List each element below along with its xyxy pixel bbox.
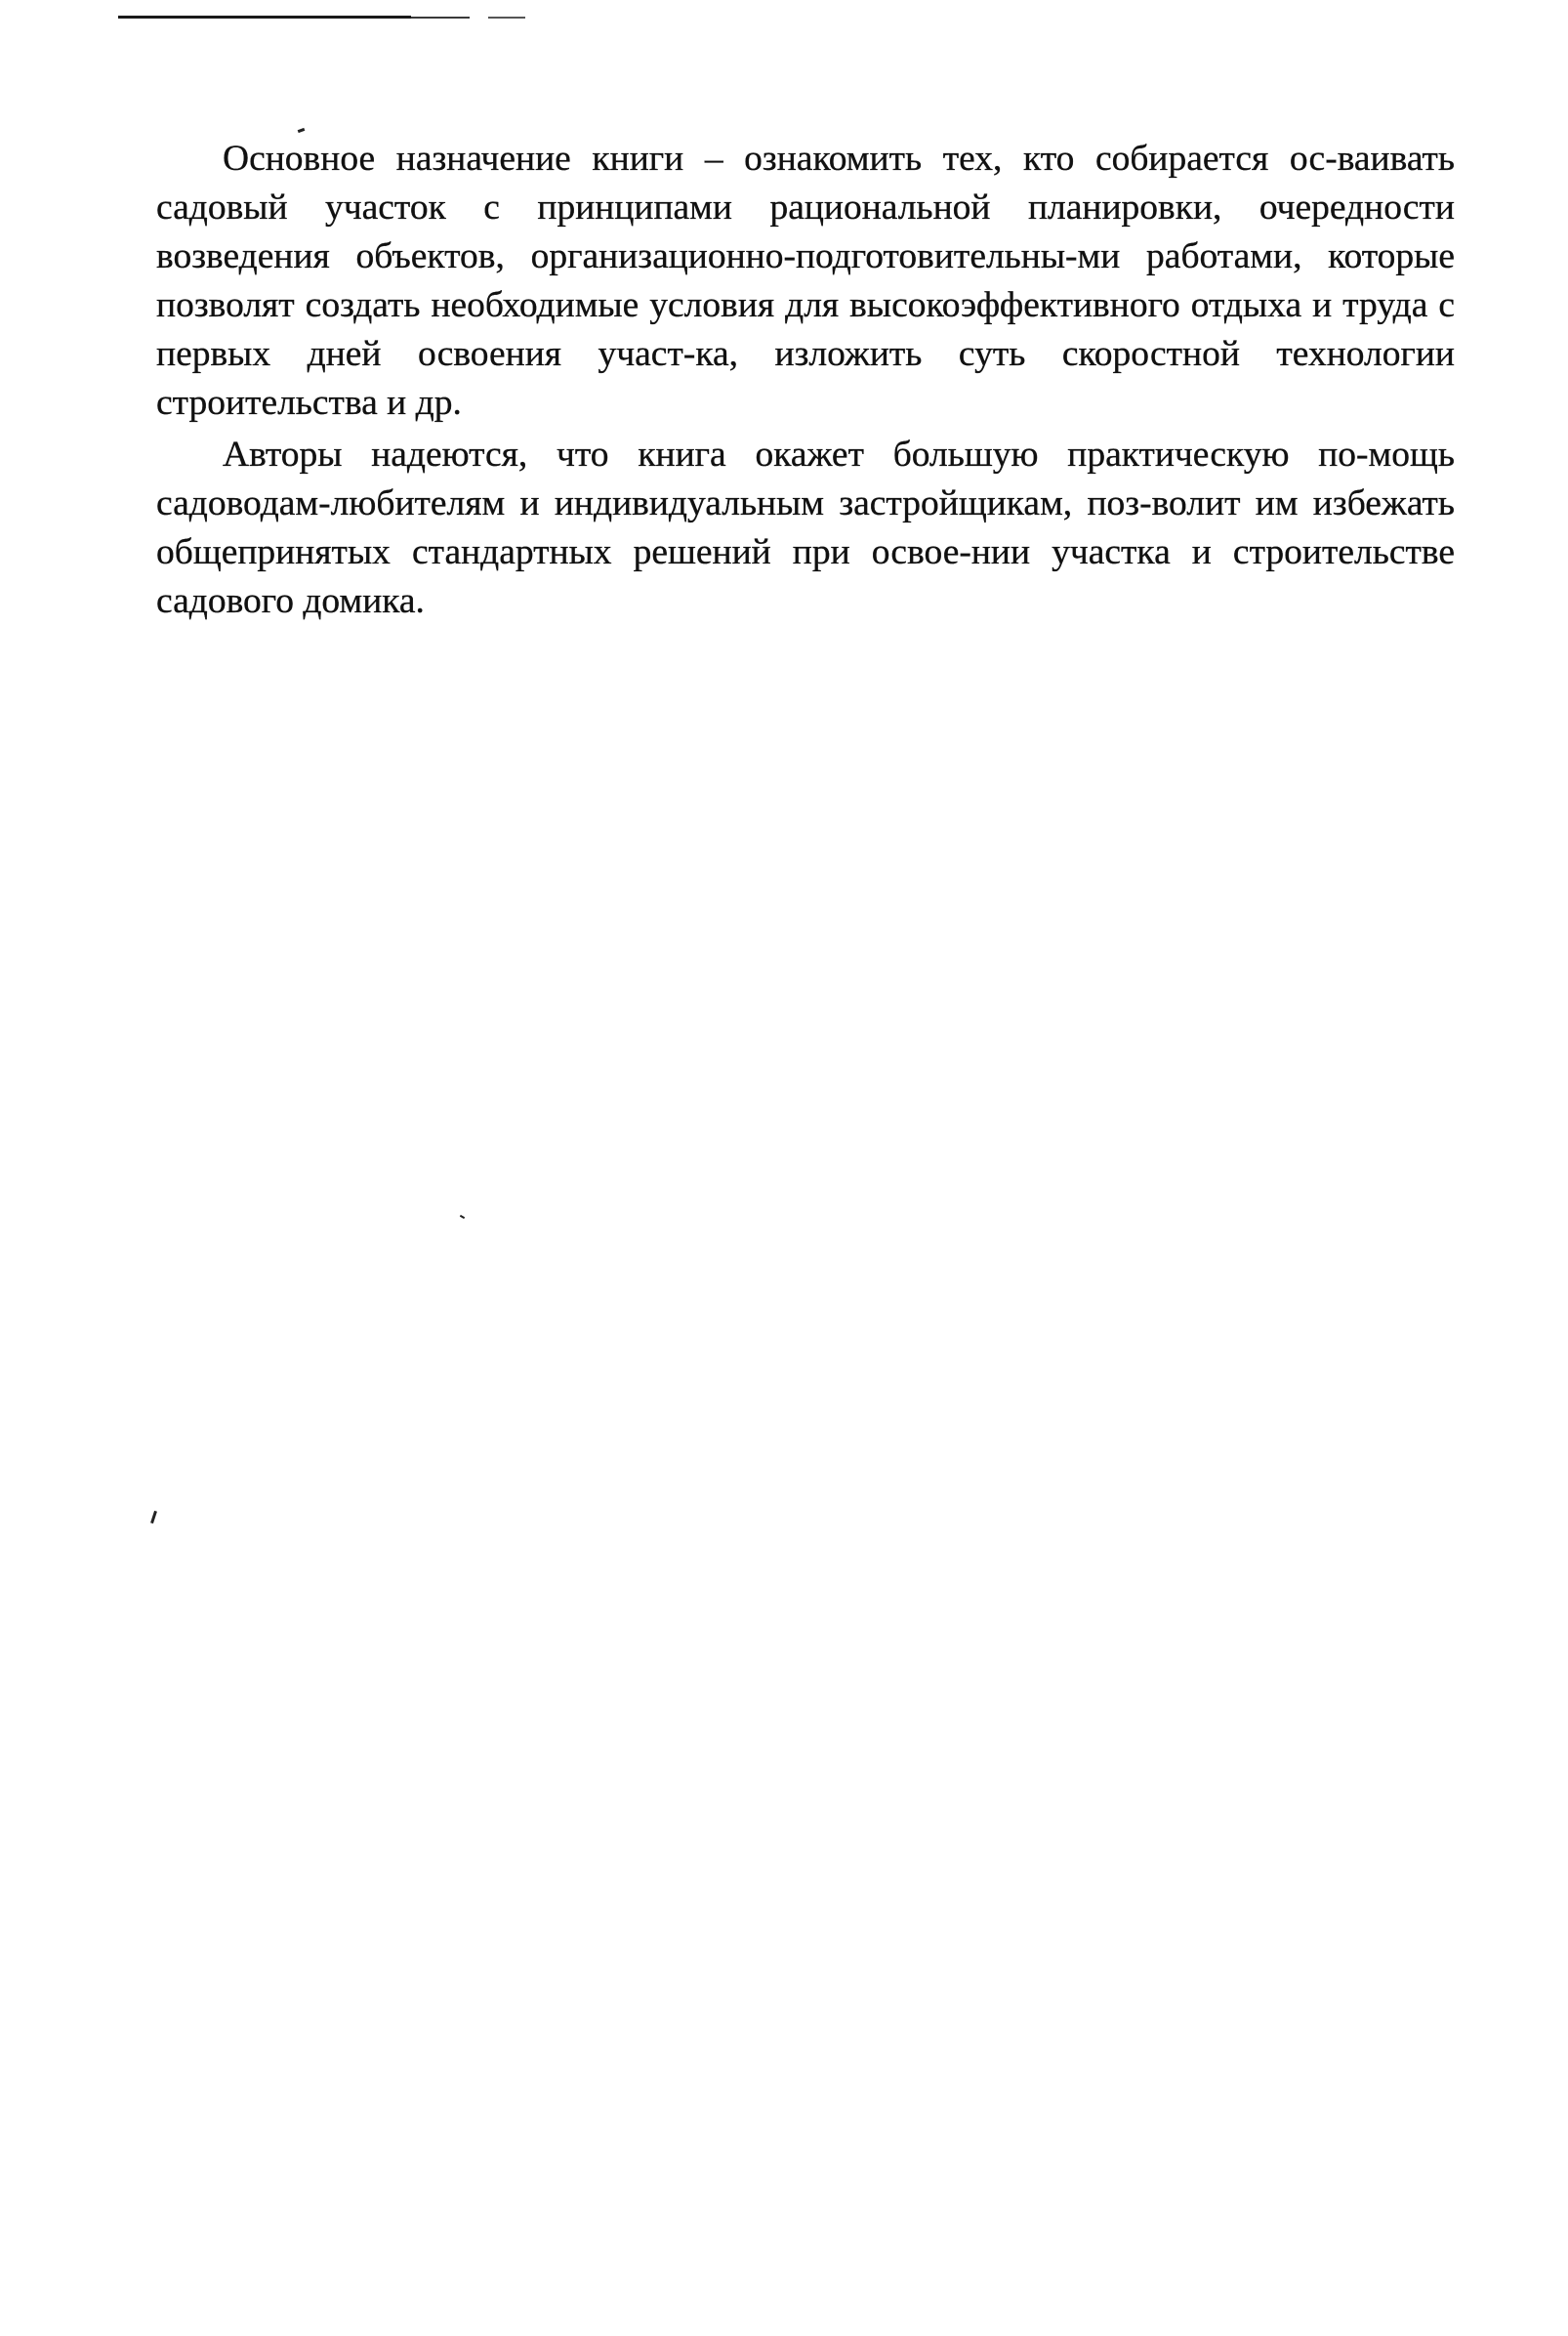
paragraph-purpose: Основное назначение книги – ознакомить тех, кто собирается ос-ваивать садовый участок с принципами рациональной планировки, очередности возведения объектов, организационно-подготовительны-ми работами, которые позволят создать необходимые условия для высокоэффективного отдыха и труда с первых дней освоения участ-ка, изложить суть скоростной технологии строительства и др. bbox=[156, 139, 1455, 423]
body-text bbox=[156, 135, 1455, 629]
top-rule-segment bbox=[411, 17, 470, 19]
top-rule bbox=[118, 16, 411, 19]
paragraph-authors: Авторы надеются, что книга окажет большую практическую по-мощь садоводам-любителям и индивидуальным застройщикам, поз-волит им избежать общепринятых стандартных решений при освое-нии участка и строительстве садового домика. bbox=[156, 435, 1455, 621]
scan-speck bbox=[460, 1215, 465, 1219]
scan-speck bbox=[150, 1511, 157, 1523]
top-rule-segment bbox=[488, 17, 525, 19]
scan-speck bbox=[298, 128, 306, 133]
